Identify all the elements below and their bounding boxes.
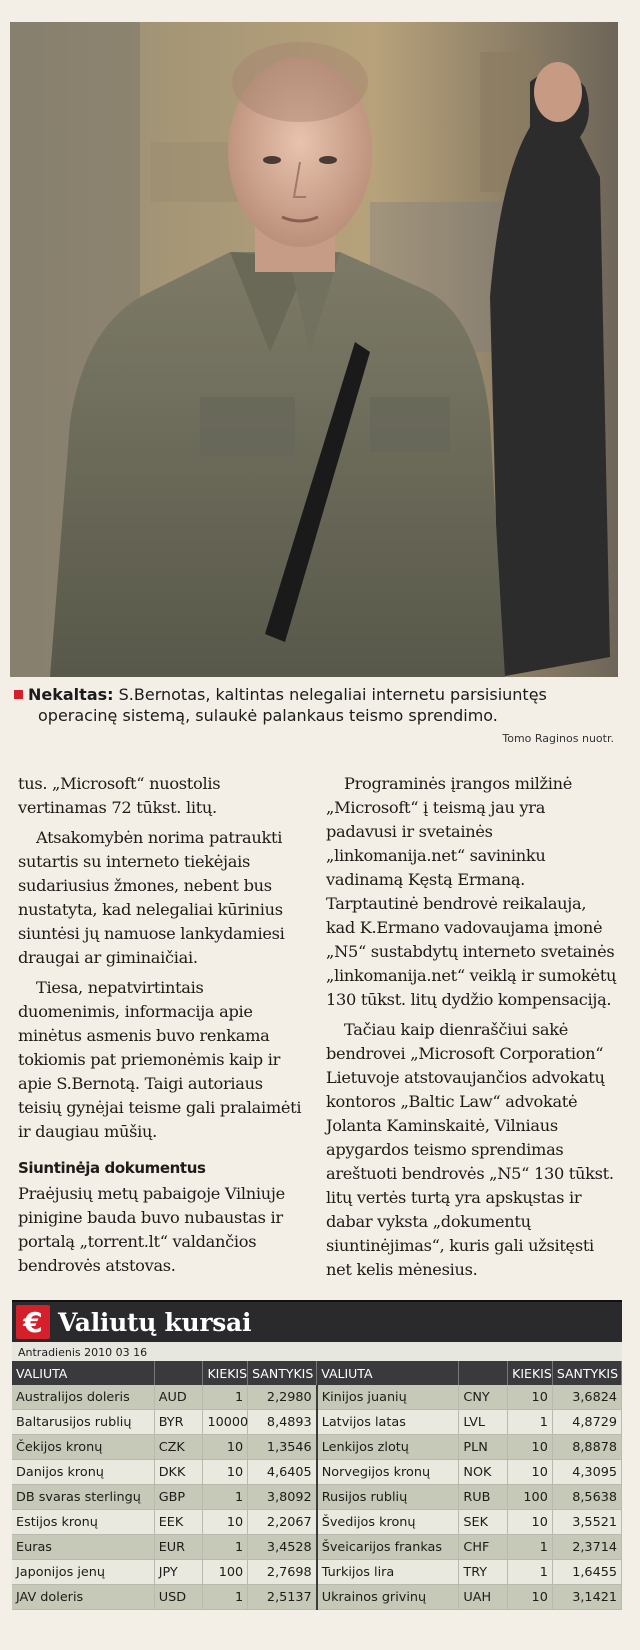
- currency-amount: 1: [203, 1385, 248, 1410]
- currency-rate: 3,5521: [552, 1510, 621, 1535]
- table-row: [12, 1485, 622, 1510]
- currency-rate: 8,4893: [248, 1410, 317, 1435]
- currency-rate: 2,3714: [552, 1535, 621, 1560]
- col-rate: SANTYKIS: [552, 1361, 621, 1385]
- col-code: [459, 1361, 508, 1385]
- currency-rate: 2,2980: [248, 1385, 317, 1410]
- table-row: [12, 1585, 622, 1610]
- currency-name: Estijos kronų: [12, 1510, 154, 1535]
- photo-credit: Tomo Raginos nuotr.: [502, 732, 614, 745]
- currency-amount: 10000: [203, 1410, 248, 1435]
- currency-rate: 3,6824: [552, 1385, 621, 1410]
- currency-name: Danijos kronų: [12, 1460, 154, 1485]
- currency-name: Australijos doleris: [12, 1385, 154, 1410]
- rates-date: Antradienis 2010 03 16: [12, 1342, 622, 1361]
- currency-code: TRY: [459, 1560, 508, 1585]
- paragraph: Tiesa, nepatvirtintais duomenimis, informacija apie minėtus asmenis buvo renkama tokiomis pat priemonėmis kaip ir apie S.Bernotą. Taigi autoriaus teisių gynėjai teisme gali pralaimėti ir daugiau mūšių.: [18, 978, 302, 1141]
- currency-code: PLN: [459, 1435, 508, 1460]
- currency-code: GBP: [154, 1485, 203, 1510]
- currency-code: EEK: [154, 1510, 203, 1535]
- currency-name: Turkijos lira: [317, 1560, 459, 1585]
- currency-rate: 8,5638: [552, 1485, 621, 1510]
- currency-amount: 100: [508, 1485, 553, 1510]
- table-row: [12, 1385, 622, 1410]
- paragraph: tus. „Microsoft“ nuostolis vertinamas 72 tūkst. litų.: [18, 774, 221, 817]
- currency-amount: 10: [203, 1510, 248, 1535]
- currency-rate: 3,4528: [248, 1535, 317, 1560]
- rates-title: Valiutų kursai: [58, 1307, 252, 1337]
- currency-name: Rusijos rublių: [317, 1485, 459, 1510]
- paragraph: Praėjusių metų pabaigoje Vilniuje pinigine bauda buvo nubaustas ir portalą „torrent.lt“ valdančios bendrovės atstovas.: [18, 1184, 285, 1275]
- currency-amount: 10: [508, 1510, 553, 1535]
- currency-name: Norvegijos kronų: [317, 1460, 459, 1485]
- currency-name: Ukrainos grivinų: [317, 1585, 459, 1610]
- currency-amount: 10: [508, 1460, 553, 1485]
- col-code: [154, 1361, 203, 1385]
- rates-header-row: [12, 1361, 622, 1385]
- subheading: Siuntinėja dokumentus: [18, 1159, 206, 1177]
- currency-amount: 10: [508, 1435, 553, 1460]
- currency-amount: 1: [203, 1485, 248, 1510]
- currency-rates: [12, 1300, 622, 1610]
- table-row: [12, 1510, 622, 1535]
- currency-name: Latvijos latas: [317, 1410, 459, 1435]
- article-column-left: [18, 772, 308, 1284]
- col-rate: SANTYKIS: [248, 1361, 317, 1385]
- caption-text-line1: S.Bernotas, kaltintas nelegaliai internetu parsisiuntęs: [118, 685, 547, 704]
- rates-table: [12, 1361, 622, 1610]
- currency-code: EUR: [154, 1535, 203, 1560]
- currency-code: UAH: [459, 1585, 508, 1610]
- rates-header: [12, 1300, 622, 1342]
- currency-name: Lenkijos zlotų: [317, 1435, 459, 1460]
- currency-amount: 100: [203, 1560, 248, 1585]
- table-row: [12, 1535, 622, 1560]
- currency-code: CZK: [154, 1435, 203, 1460]
- table-row: [12, 1410, 622, 1435]
- table-row: [12, 1560, 622, 1585]
- currency-amount: 10: [203, 1460, 248, 1485]
- currency-code: SEK: [459, 1510, 508, 1535]
- currency-rate: 2,5137: [248, 1585, 317, 1610]
- currency-code: CNY: [459, 1385, 508, 1410]
- currency-name: Šveicarijos frankas: [317, 1535, 459, 1560]
- col-amount: KIEKIS: [508, 1361, 553, 1385]
- currency-rate: 2,2067: [248, 1510, 317, 1535]
- currency-code: BYR: [154, 1410, 203, 1435]
- currency-amount: 1: [203, 1585, 248, 1610]
- currency-code: DKK: [154, 1460, 203, 1485]
- currency-name: Čekijos kronų: [12, 1435, 154, 1460]
- currency-rate: 3,8092: [248, 1485, 317, 1510]
- currency-code: AUD: [154, 1385, 203, 1410]
- currency-rate: 1,6455: [552, 1560, 621, 1585]
- table-row: [12, 1460, 622, 1485]
- photo-caption: [14, 684, 618, 726]
- article-column-right: [326, 772, 618, 1288]
- currency-name: Kinijos juanių: [317, 1385, 459, 1410]
- currency-rate: 4,6405: [248, 1460, 317, 1485]
- currency-name: Euras: [12, 1535, 154, 1560]
- paragraph: Programinės įrangos milžinė „Microsoft“ į teismą jau yra padavusi ir svetainės „linkomanija.net“ savininku vadinamą Kęstą Ermaną. Tarptautinė bendrovė reikalauja, kad K.Ermano vadovaujama įmonė „N5“ sustabdytų interneto svetainės „linkomanija.net“ veiklą ir sumokėtų 130 tūkst. litų dydžio kompensaciją.: [326, 774, 617, 1009]
- currency-amount: 10: [203, 1435, 248, 1460]
- currency-code: NOK: [459, 1460, 508, 1485]
- paragraph: Tačiau kaip dienraščiui sakė bendrovei „Microsoft Corporation“ Lietuvoje atstovaujančios advokatų kontoros „Baltic Law“ advokatė Jolanta Kaminskaitė, Vilniaus apygardos teismo sprendimas areštuoti bendrovės „N5“ 130 tūkst. litų vertės turtą yra apskųstas ir dabar vyksta „dokumentų siuntinėjimas“, kuris gali užsitęsti net kelis mėnesius.: [326, 1020, 614, 1279]
- currency-amount: 1: [508, 1560, 553, 1585]
- currency-amount: 10: [508, 1385, 553, 1410]
- currency-amount: 1: [508, 1535, 553, 1560]
- portrait-photo-icon: [10, 22, 618, 677]
- col-currency: VALIUTA: [12, 1361, 154, 1385]
- bullet-icon: [14, 690, 23, 699]
- currency-code: LVL: [459, 1410, 508, 1435]
- caption-text-line2: operacinę sistemą, sulaukė palankaus teismo sprendimo.: [38, 706, 498, 725]
- article-photo: [10, 22, 618, 677]
- col-amount: KIEKIS: [203, 1361, 248, 1385]
- currency-amount: 1: [203, 1535, 248, 1560]
- currency-rate: 1,3546: [248, 1435, 317, 1460]
- currency-rate: 2,7698: [248, 1560, 317, 1585]
- currency-code: JPY: [154, 1560, 203, 1585]
- currency-rate: 4,3095: [552, 1460, 621, 1485]
- currency-code: USD: [154, 1585, 203, 1610]
- currency-code: RUB: [459, 1485, 508, 1510]
- paragraph: Atsakomybėn norima patraukti sutartis su interneto tiekėjais sudariusius žmones, nebent bus nustatyta, kad nelegaliai kūrinius siuntėsi jų namuose lankydamiesi draugai ar giminaičiai.: [18, 828, 285, 967]
- currency-name: Japonijos jenų: [12, 1560, 154, 1585]
- currency-name: Baltarusijos rublių: [12, 1410, 154, 1435]
- currency-name: JAV doleris: [12, 1585, 154, 1610]
- currency-amount: 1: [508, 1410, 553, 1435]
- caption-lead: Nekaltas:: [28, 685, 114, 704]
- col-currency: VALIUTA: [317, 1361, 459, 1385]
- currency-amount: 10: [508, 1585, 553, 1610]
- currency-rate: 4,8729: [552, 1410, 621, 1435]
- currency-rate: 3,1421: [552, 1585, 621, 1610]
- currency-name: Švedijos kronų: [317, 1510, 459, 1535]
- table-row: [12, 1435, 622, 1460]
- euro-icon: €: [16, 1305, 50, 1339]
- currency-rate: 8,8878: [552, 1435, 621, 1460]
- currency-code: CHF: [459, 1535, 508, 1560]
- currency-name: DB svaras sterlingų: [12, 1485, 154, 1510]
